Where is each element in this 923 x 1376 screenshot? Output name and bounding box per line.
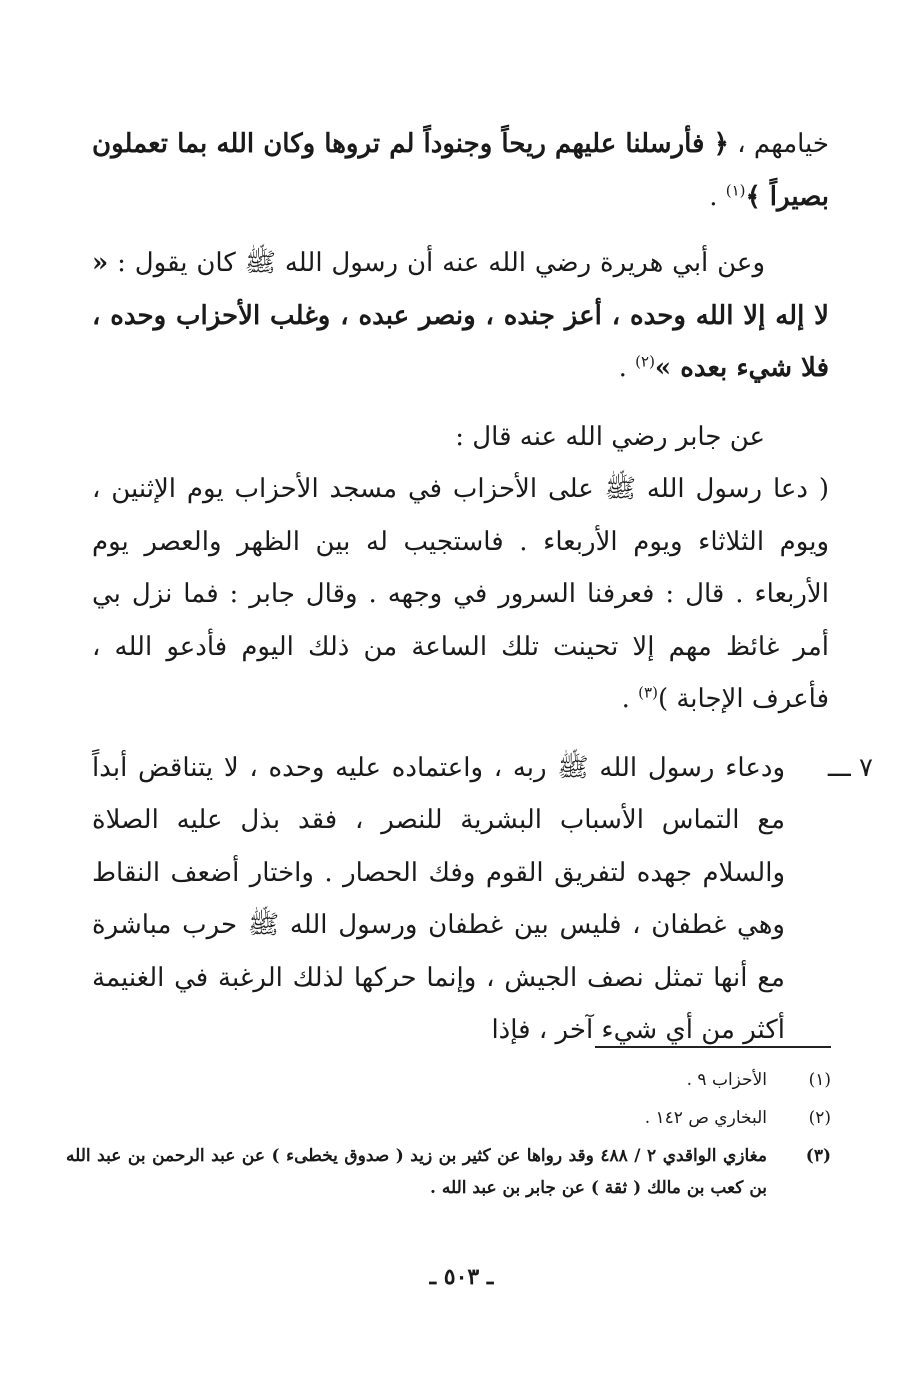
footnote-1: [66, 1064, 831, 1096]
item-number: ٧ ـــ: [827, 752, 873, 783]
hadith-intro-text: وعن أبي هريرة رضي الله عنه أن رسول الله ﷺ كان يقول :: [117, 248, 766, 278]
footnote-text: الأحزاب ٩ .: [686, 1070, 767, 1090]
footnote-2: [66, 1102, 831, 1134]
footnote-number: (٢): [808, 1108, 831, 1128]
paragraph-abu-hurairah: [92, 237, 829, 395]
footnote-number: (١): [808, 1070, 831, 1090]
footnote-ref-2: (٢): [635, 352, 655, 371]
paragraph-quran-verse: [92, 118, 829, 223]
footnote-ref-3: (٣): [638, 683, 658, 702]
quran-verse-text: ﴿ فأرسلنا عليهم ريحاً وجنوداً لم تروها وكان الله بما تعملون بصيراً ﴾: [92, 129, 829, 212]
footnote-text: مغازي الواقدي ٢ / ٤٨٨ وقد رواها عن كثير بن زيد ( صدوق يخطىء ) عن عبد الرحمن بن عبد الله بن كعب بن مالك ( ثقة ) عن جابر بن عبد الله .: [66, 1146, 767, 1198]
footnote-divider: [595, 1046, 831, 1048]
item-7-text: ودعاء رسول الله ﷺ ربه ، واعتماده عليه وحده ، لا يتناقض أبداً مع التماس الأسباب البشرية للنصر ، فقد بذل عليه الصلاة والسلام جهده لتفريق القوم وفك الحصار . واختار أضعف النقاط وهي غطفان ، فليس بين غطفان ورسول الله ﷺ حرب مباشرة مع أنها تمثل نصف الجيش ، وإنما حركها لذلك الرغبة في الغنيمة أكثر من أي شيء آخر ، فإذا: [92, 752, 785, 1045]
verse-tail: .: [709, 181, 726, 212]
verse-lead-text: خيامهم ،: [728, 129, 829, 159]
hadith-text: « لا إله إلا الله وحده ، أعز جنده ، ونصر عبده ، وغلب الأحزاب وحده ، فلا شيء بعده »: [92, 248, 829, 383]
hadith-tail: .: [618, 353, 636, 383]
footnote-3: [66, 1140, 831, 1204]
paragraph-jabir-intro: [92, 411, 829, 464]
page-number: ـ ٥٠٣ ـ: [429, 1264, 494, 1290]
jabir-tail: .: [621, 684, 639, 714]
footnote-text: البخاري ص ١٤٢ .: [644, 1108, 767, 1128]
paragraph-item-7: [92, 742, 873, 1057]
paragraph-jabir-narration: [92, 463, 829, 726]
footnote-ref-1: (١): [725, 180, 746, 199]
jabir-intro-text: عن جابر رضي الله عنه قال :: [455, 421, 765, 452]
footnotes-section: [66, 1064, 831, 1204]
footnote-number: (٣): [805, 1146, 831, 1166]
jabir-narration-text: ( دعا رسول الله ﷺ على الأحزاب في مسجد الأحزاب يوم الإثنين ، ويوم الثلاثاء ويوم الأربعاء . فاستجيب له بين الظهر والعصر يوم الأربعاء . قال : فعرفنا السرور في وجهه . وقال جابر : فما نزل بي أمر غائظ مهم إلا تحينت تلك الساعة من ذلك اليوم فأدعو الله ، فأعرف الإجابة ): [92, 474, 829, 714]
